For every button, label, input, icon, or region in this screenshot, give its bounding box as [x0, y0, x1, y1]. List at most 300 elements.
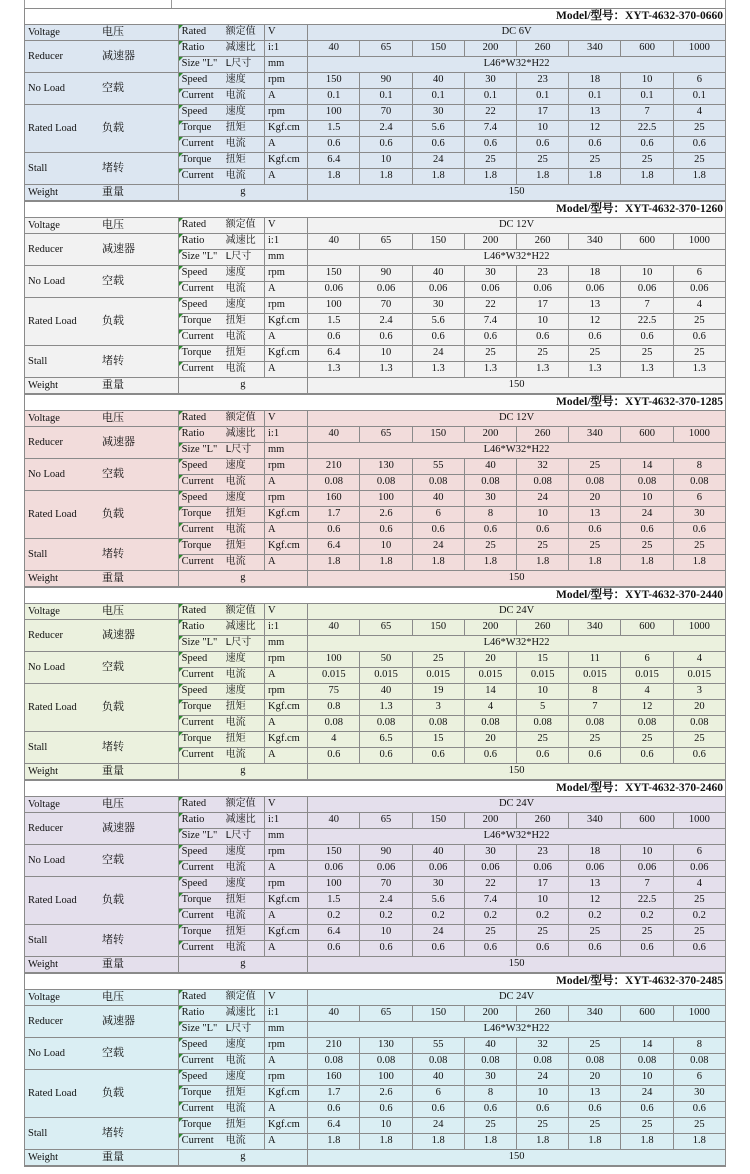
value-cell: 7	[621, 105, 673, 121]
value-cell: 1.3	[621, 362, 673, 378]
value-cell: 40	[464, 459, 516, 475]
value-cell: 4	[673, 298, 725, 314]
weight-unit: g	[178, 185, 308, 201]
value-cell: 210	[308, 459, 360, 475]
value-cell: 17	[517, 105, 569, 121]
section-label-zh: 减速器	[102, 435, 135, 449]
param-label	[178, 893, 264, 909]
param-label-zh: L尺寸	[225, 251, 252, 263]
model-header	[25, 9, 726, 25]
section-label-en: Voltage	[28, 992, 60, 1004]
param-label-zh: L尺寸	[225, 58, 252, 70]
param-label-zh: 电流	[225, 363, 246, 375]
value-cell: 0.6	[673, 330, 725, 346]
weight-unit: g	[178, 378, 308, 394]
value-cell: 200	[464, 813, 516, 829]
param-label	[178, 137, 264, 153]
value-cell: 30	[464, 73, 516, 89]
value-cell: 0.6	[412, 330, 464, 346]
param-label-zh: L尺寸	[225, 830, 252, 842]
value-cell: 1.8	[569, 169, 621, 185]
section-label-zh: 电压	[102, 604, 124, 618]
section-label-zh: 堵转	[102, 547, 124, 561]
value-cell: 0.015	[412, 668, 464, 684]
unit-cell: Kgf.cm	[265, 925, 308, 941]
model-prefix: Model/型号：	[556, 395, 626, 408]
value-cell: 30	[412, 877, 464, 893]
section-label-zh: 空载	[102, 81, 124, 95]
param-label	[178, 1086, 264, 1102]
param-label	[178, 362, 264, 378]
param-label-zh: 减速比	[225, 428, 256, 440]
value-cell: 0.08	[308, 475, 360, 491]
value-cell: 14	[621, 459, 673, 475]
value-cell: 0.6	[412, 523, 464, 539]
section-label-zh: 重量	[102, 571, 124, 585]
value-cell: 2.4	[360, 121, 412, 137]
param-label	[178, 861, 264, 877]
value-cell: 0.1	[569, 89, 621, 105]
value-cell: 0.015	[673, 668, 725, 684]
param-label-zh: 扭矩	[225, 315, 246, 327]
value-cell: 40	[308, 1006, 360, 1022]
value-cell: 0.08	[308, 1054, 360, 1070]
spec-row	[25, 73, 726, 89]
unit-cell: mm	[265, 443, 308, 459]
value-cell: 1.8	[569, 555, 621, 571]
voltage-value: DC 24V	[308, 797, 726, 813]
weight-unit: g	[178, 957, 308, 973]
value-cell: 65	[360, 427, 412, 443]
section-label-en: No Load	[28, 855, 66, 867]
section-label-zh: 空载	[102, 274, 124, 288]
param-label-en: Ratio	[181, 1007, 205, 1019]
model-prefix: Model/型号：	[556, 9, 626, 22]
value-cell: 1.3	[464, 362, 516, 378]
value-cell: 0.08	[621, 1054, 673, 1070]
value-cell: 55	[412, 459, 464, 475]
value-cell: 10	[360, 1118, 412, 1134]
spec-table	[24, 394, 726, 587]
value-cell: 1.8	[308, 1134, 360, 1150]
param-label	[178, 282, 264, 298]
value-cell: 4	[621, 684, 673, 700]
section-label-en: Voltage	[28, 220, 60, 232]
section-label-en: Rated Load	[28, 123, 77, 135]
value-cell: 90	[360, 845, 412, 861]
value-cell: 0.2	[673, 909, 725, 925]
voltage-value: DC 12V	[308, 411, 726, 427]
value-cell: 0.08	[517, 716, 569, 732]
unit-cell: rpm	[265, 1070, 308, 1086]
param-label-en: Torque	[181, 926, 212, 938]
bottom-cut-line	[24, 1166, 726, 1167]
value-cell: 12	[621, 700, 673, 716]
value-cell: 100	[308, 298, 360, 314]
spec-row	[25, 877, 726, 893]
value-cell: 0.6	[673, 748, 725, 764]
unit-cell: i:1	[265, 620, 308, 636]
section-label	[25, 1070, 179, 1118]
param-label	[178, 346, 264, 362]
value-cell: 0.6	[308, 330, 360, 346]
param-label-en: Speed	[181, 74, 208, 86]
unit-cell: A	[265, 169, 308, 185]
param-label-en: Speed	[181, 460, 208, 472]
param-label	[178, 748, 264, 764]
unit-cell: A	[265, 475, 308, 491]
value-cell: 25	[673, 153, 725, 169]
unit-cell: A	[265, 362, 308, 378]
value-cell: 10	[360, 539, 412, 555]
unit-cell: i:1	[265, 1006, 308, 1022]
section-label-zh: 电压	[102, 218, 124, 232]
unit-cell: Kgf.cm	[265, 893, 308, 909]
value-cell: 18	[569, 845, 621, 861]
spec-row	[25, 539, 726, 555]
unit-cell: rpm	[265, 266, 308, 282]
param-label-zh: 扭矩	[225, 894, 246, 906]
value-cell: 0.1	[517, 89, 569, 105]
value-cell: 0.06	[673, 861, 725, 877]
value-cell: 260	[517, 234, 569, 250]
value-cell: 1.3	[673, 362, 725, 378]
value-cell: 0.6	[308, 523, 360, 539]
value-cell: 24	[517, 1070, 569, 1086]
unit-cell: V	[265, 218, 308, 234]
param-label	[178, 411, 264, 427]
value-cell: 0.2	[464, 909, 516, 925]
value-cell: 0.08	[621, 716, 673, 732]
model-row	[25, 395, 726, 411]
param-label-zh: 扭矩	[225, 701, 246, 713]
unit-cell: A	[265, 1102, 308, 1118]
param-label-en: Rated	[181, 219, 207, 231]
value-cell: 30	[464, 491, 516, 507]
model-header	[25, 974, 726, 990]
value-cell: 1.8	[360, 1134, 412, 1150]
value-cell: 1.8	[517, 1134, 569, 1150]
value-cell: 8	[673, 1038, 725, 1054]
value-cell: 0.06	[621, 861, 673, 877]
value-cell: 5.6	[412, 893, 464, 909]
weight-row	[25, 185, 726, 201]
section-label-zh: 减速器	[102, 49, 135, 63]
weight-value: 150	[308, 571, 726, 587]
param-label-en: Speed	[181, 846, 208, 858]
value-cell: 260	[517, 813, 569, 829]
value-cell: 10	[621, 1070, 673, 1086]
value-cell: 25	[673, 732, 725, 748]
spec-table	[24, 201, 726, 394]
model-number: XYT-4632-370-2440	[625, 588, 723, 601]
value-cell: 20	[569, 491, 621, 507]
value-cell: 24	[412, 346, 464, 362]
unit-cell: A	[265, 1134, 308, 1150]
param-label-zh: 减速比	[225, 235, 256, 247]
section-label	[25, 813, 179, 845]
model-row	[25, 588, 726, 604]
value-cell: 40	[412, 491, 464, 507]
param-label-zh: L尺寸	[225, 444, 252, 456]
param-label	[178, 925, 264, 941]
param-label	[178, 89, 264, 105]
param-label-zh: 电流	[225, 283, 246, 295]
unit-cell: i:1	[265, 813, 308, 829]
param-label-en: Current	[181, 138, 214, 150]
param-label	[178, 732, 264, 748]
param-label-en: Rated	[181, 26, 207, 38]
param-label	[178, 1134, 264, 1150]
param-label-zh: 电流	[225, 90, 246, 102]
param-label-en: Speed	[181, 492, 208, 504]
value-cell: 22	[464, 105, 516, 121]
value-cell: 0.06	[673, 282, 725, 298]
value-cell: 0.8	[308, 700, 360, 716]
value-cell: 24	[412, 1118, 464, 1134]
spec-row	[25, 813, 726, 829]
value-cell: 100	[360, 491, 412, 507]
value-cell: 200	[464, 1006, 516, 1022]
value-cell: 150	[412, 1006, 464, 1022]
param-label-zh: 速度	[225, 685, 246, 697]
value-cell: 25	[673, 1118, 725, 1134]
value-cell: 30	[412, 105, 464, 121]
value-cell: 1000	[673, 427, 725, 443]
value-cell: 0.6	[621, 137, 673, 153]
section-label-en: Reducer	[28, 244, 63, 256]
unit-cell: rpm	[265, 652, 308, 668]
value-cell: 4	[464, 700, 516, 716]
value-cell: 25	[673, 893, 725, 909]
param-label	[178, 684, 264, 700]
value-cell: 1.8	[464, 1134, 516, 1150]
value-cell: 32	[517, 459, 569, 475]
value-cell: 1000	[673, 813, 725, 829]
value-cell: 10	[360, 153, 412, 169]
value-cell: 17	[517, 298, 569, 314]
section-label-zh: 负载	[102, 314, 124, 328]
param-label	[178, 604, 264, 620]
value-cell: 0.6	[569, 330, 621, 346]
section-label-en: Reducer	[28, 51, 63, 63]
section-label	[25, 1150, 179, 1166]
unit-cell: Kgf.cm	[265, 346, 308, 362]
value-cell: 25	[517, 346, 569, 362]
value-cell: 0.6	[621, 523, 673, 539]
param-label	[178, 427, 264, 443]
section-label-zh: 电压	[102, 990, 124, 1004]
value-cell: 25	[673, 539, 725, 555]
value-cell: 0.08	[673, 475, 725, 491]
value-cell: 0.6	[673, 941, 725, 957]
unit-cell: Kgf.cm	[265, 314, 308, 330]
value-cell: 25	[464, 925, 516, 941]
value-cell: 10	[621, 845, 673, 861]
value-cell: 6	[673, 73, 725, 89]
param-label-zh: 速度	[225, 653, 246, 665]
param-label-en: Speed	[181, 299, 208, 311]
spec-row	[25, 620, 726, 636]
value-cell: 210	[308, 1038, 360, 1054]
spec-row	[25, 298, 726, 314]
param-label	[178, 459, 264, 475]
value-cell: 0.1	[360, 89, 412, 105]
value-cell: 0.6	[517, 330, 569, 346]
param-label-en: Torque	[181, 894, 212, 906]
param-label-en: Current	[181, 331, 214, 343]
unit-cell: Kgf.cm	[265, 700, 308, 716]
section-label-zh: 空载	[102, 467, 124, 481]
param-label-en: Torque	[181, 701, 212, 713]
param-label	[178, 314, 264, 330]
value-cell: 0.6	[517, 1102, 569, 1118]
param-label-en: Rated	[181, 991, 207, 1003]
spec-tables	[24, 8, 726, 1166]
param-label-en: Rated	[181, 798, 207, 810]
value-cell: 0.06	[308, 282, 360, 298]
weight-row	[25, 378, 726, 394]
top-strip	[24, 0, 726, 8]
value-cell: 0.08	[360, 1054, 412, 1070]
section-label-zh: 减速器	[102, 628, 135, 642]
unit-cell: A	[265, 89, 308, 105]
spec-row	[25, 1118, 726, 1134]
value-cell: 2.6	[360, 1086, 412, 1102]
section-label-zh: 负载	[102, 121, 124, 135]
section-label-en: Stall	[28, 742, 48, 754]
param-label-zh: 电流	[225, 749, 246, 761]
weight-value: 150	[308, 764, 726, 780]
value-cell: 1.8	[464, 555, 516, 571]
value-cell: 1.3	[360, 700, 412, 716]
value-cell: 7.4	[464, 121, 516, 137]
param-label-en: Torque	[181, 1119, 212, 1131]
param-label	[178, 1022, 264, 1038]
model-header	[25, 395, 726, 411]
weight-value: 150	[308, 378, 726, 394]
unit-cell: A	[265, 282, 308, 298]
param-label-en: Rated	[181, 412, 207, 424]
spec-row	[25, 427, 726, 443]
value-cell: 0.08	[412, 1054, 464, 1070]
section-label-zh: 负载	[102, 893, 124, 907]
unit-cell: Kgf.cm	[265, 539, 308, 555]
unit-cell: rpm	[265, 845, 308, 861]
value-cell: 600	[621, 620, 673, 636]
value-cell: 23	[517, 73, 569, 89]
value-cell: 150	[308, 845, 360, 861]
value-cell: 340	[569, 813, 621, 829]
value-cell: 25	[517, 153, 569, 169]
value-cell: 0.6	[360, 330, 412, 346]
weight-row	[25, 957, 726, 973]
param-label-en: Current	[181, 749, 214, 761]
param-label-en: Size "L"	[181, 1023, 218, 1035]
section-label-en: Voltage	[28, 413, 60, 425]
weight-unit: g	[178, 764, 308, 780]
value-cell: 150	[412, 813, 464, 829]
value-cell: 6	[673, 491, 725, 507]
value-cell: 70	[360, 877, 412, 893]
value-cell: 25	[673, 314, 725, 330]
value-cell: 40	[360, 684, 412, 700]
unit-cell: rpm	[265, 73, 308, 89]
value-cell: 1.8	[464, 169, 516, 185]
value-cell: 22	[464, 298, 516, 314]
section-label-en: Reducer	[28, 823, 63, 835]
section-label-en: Reducer	[28, 1016, 63, 1028]
voltage-row	[25, 25, 726, 41]
param-label	[178, 1054, 264, 1070]
param-label	[178, 250, 264, 266]
value-cell: 25	[569, 153, 621, 169]
param-label-zh: 扭矩	[225, 508, 246, 520]
value-cell: 0.08	[673, 1054, 725, 1070]
value-cell: 0.2	[569, 909, 621, 925]
voltage-row	[25, 411, 726, 427]
section-label	[25, 459, 179, 491]
value-cell: 11	[569, 652, 621, 668]
model-header	[25, 588, 726, 604]
value-cell: 3	[673, 684, 725, 700]
section-label-zh: 空载	[102, 660, 124, 674]
section-label-en: Voltage	[28, 606, 60, 618]
value-cell: 1.8	[360, 169, 412, 185]
value-cell: 0.08	[621, 475, 673, 491]
param-label-zh: 电流	[225, 1135, 246, 1147]
param-label	[178, 909, 264, 925]
value-cell: 0.08	[360, 475, 412, 491]
value-cell: 7.4	[464, 314, 516, 330]
value-cell: 0.2	[360, 909, 412, 925]
unit-cell: A	[265, 330, 308, 346]
value-cell: 0.2	[517, 909, 569, 925]
value-cell: 5.6	[412, 121, 464, 137]
param-label-zh: 额定值	[225, 26, 256, 38]
value-cell: 1.8	[621, 1134, 673, 1150]
param-label-en: Rated	[181, 605, 207, 617]
value-cell: 150	[308, 266, 360, 282]
param-label	[178, 169, 264, 185]
section-label-en: Voltage	[28, 799, 60, 811]
param-label-en: Torque	[181, 154, 212, 166]
param-label-en: Ratio	[181, 814, 205, 826]
value-cell: 0.6	[308, 748, 360, 764]
value-cell: 1000	[673, 620, 725, 636]
value-cell: 6.4	[308, 1118, 360, 1134]
section-label	[25, 25, 179, 41]
value-cell: 7.4	[464, 893, 516, 909]
section-label-en: Rated Load	[28, 895, 77, 907]
value-cell: 1.3	[517, 362, 569, 378]
param-label	[178, 1118, 264, 1134]
value-cell: 340	[569, 620, 621, 636]
param-label-zh: 电流	[225, 942, 246, 954]
value-cell: 25	[569, 925, 621, 941]
value-cell: 25	[569, 346, 621, 362]
section-label	[25, 652, 179, 684]
weight-value: 150	[308, 957, 726, 973]
param-label-en: Torque	[181, 508, 212, 520]
value-cell: 25	[464, 346, 516, 362]
param-label-zh: 电流	[225, 1055, 246, 1067]
unit-cell: mm	[265, 829, 308, 845]
section-label-en: Voltage	[28, 27, 60, 39]
value-cell: 10	[517, 684, 569, 700]
value-cell: 24	[412, 539, 464, 555]
param-label	[178, 1038, 264, 1054]
